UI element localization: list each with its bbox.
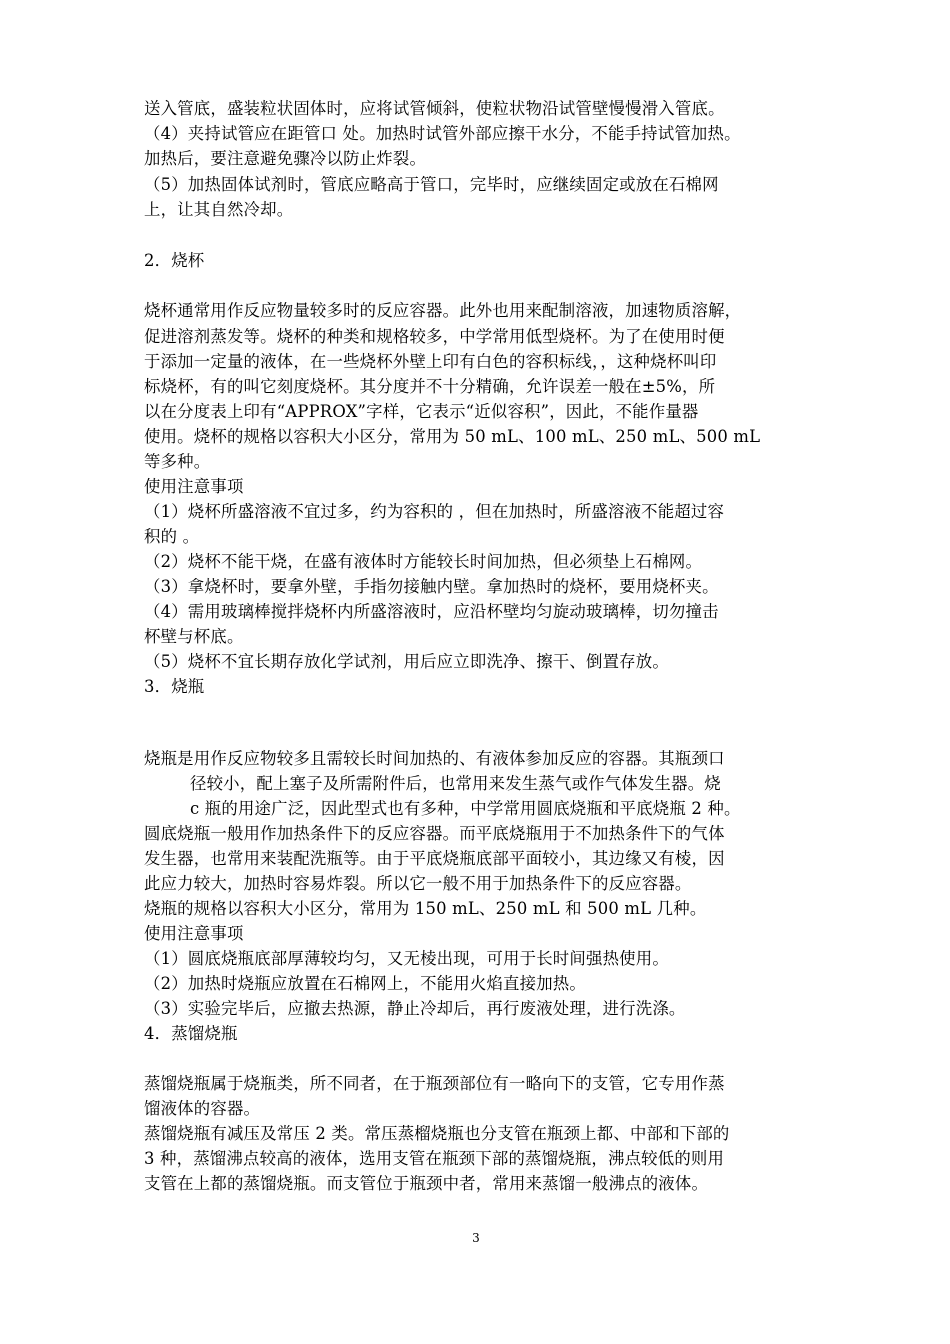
text-line: 标烧杯，有的叫它刻度烧杯。其分度并不十分精确，允许误差一般在±5%，所 — [144, 377, 716, 396]
text-line: 加热后，要注意避免骤冷以防止炸裂。 — [144, 149, 427, 168]
section-heading: 3．烧瓶 — [144, 677, 205, 696]
text-line: （4）需用玻璃棒搅拌烧杯内所盛溶液时，应沿杯壁均匀旋动玻璃棒，切勿撞击 — [144, 602, 719, 621]
text-line: 烧瓶的规格以容积大小区分，常用为 150 mL、250 mL 和 500 mL 几种。 — [144, 899, 707, 918]
text-line: 等多种。 — [144, 452, 211, 471]
text-line: 发生器，也常用来装配洗瓶等。由于平底烧瓶底部平面较小，其边缘又有棱，因 — [144, 849, 725, 868]
text-line: c 瓶的用途广泛，因此型式也有多种，中学常用圆底烧瓶和平底烧瓶 2 种。 — [190, 799, 741, 818]
subheading: 使用注意事项 — [144, 924, 244, 943]
text-line: 馏液体的容器。 — [144, 1099, 261, 1118]
section-heading: 4．蒸馏烧瓶 — [144, 1024, 238, 1043]
subheading: 使用注意事项 — [144, 477, 244, 496]
text-line: （4）夹持试管应在距管口 处。加热时试管外部应擦干水分，不能手持试管加热。 — [144, 124, 741, 143]
text-line: （3）拿烧杯时，要拿外壁，手指勿接触内壁。拿加热时的烧杯，要用烧杯夹。 — [144, 577, 719, 596]
text-line: 蒸馏烧瓶属于烧瓶类，所不同者，在于瓶颈部位有一略向下的支管，它专用作蒸 — [144, 1074, 725, 1093]
text-line: （3）实验完毕后，应撤去热源，静止冷却后，再行废液处理，进行洗涤。 — [144, 999, 686, 1018]
text-line: 促进溶剂蒸发等。烧杯的种类和规格较多，中学常用低型烧杯。为了在使用时便 — [144, 327, 725, 346]
text-line: 蒸馏烧瓶有减压及常压 2 类。常压蒸榴烧瓶也分支管在瓶颈上都、中部和下部的 — [144, 1124, 730, 1143]
text-line: （5）加热固体试剂时，管底应略高于管口，完毕时，应继续固定或放在石棉网 — [144, 175, 719, 194]
text-line: （2）加热时烧瓶应放置在石棉网上，不能用火焰直接加热。 — [144, 974, 586, 993]
text-line: 以在分度表上印有“APPROX”字样，它表示“近似容积”，因此，不能作量器 — [144, 402, 699, 421]
text-line: 使用。烧杯的规格以容积大小区分，常用为 50 mL、100 mL、250 mL、500 mL — [144, 427, 761, 446]
text-line: 圆底烧瓶一般用作加热条件下的反应容器。而平底烧瓶用于不加热条件下的气体 — [144, 824, 725, 843]
text-line: （1）烧杯所盛溶液不宜过多，约为容积的 ，但在加热时，所盛溶液不能超过容 — [144, 502, 725, 521]
text-line: （5）烧杯不宜长期存放化学试剂，用后应立即洗净、擦干、倒置存放。 — [144, 652, 669, 671]
section-heading: 2．烧杯 — [144, 251, 205, 270]
text-line: 上，让其自然冷却。 — [144, 200, 294, 219]
text-line: 于添加一定量的液体，在一些烧杯外壁上印有白色的容积标线，，这种烧杯叫印 — [144, 352, 717, 371]
text-line: 支管在上都的蒸馏烧瓶。而支管位于瓶颈中者，常用来蒸馏一般沸点的液体。 — [144, 1174, 709, 1193]
text-line: 径较小，配上塞子及所需附件后，也常用来发生蒸气或作气体发生器。烧 — [190, 774, 721, 793]
text-line: 烧瓶是用作反应物较多且需较长时间加热的、有液体参加反应的容器。其瓶颈口 — [144, 749, 725, 768]
text-line: （1）圆底烧瓶底部厚薄较均匀，又无棱出现，可用于长时间强热使用。 — [144, 949, 669, 968]
text-line: 此应力较大，加热时容易炸裂。所以它一般不用于加热条件下的反应容器。 — [144, 874, 692, 893]
text-line: 杯壁与杯底。 — [144, 627, 244, 646]
text-line: 送入管底，盛装粒状固体时，应将试管倾斜，使粒状物沿试管壁慢慢滑入管底。 — [144, 99, 725, 118]
text-line: 3 种，蒸馏沸点较高的液体，选用支管在瓶颈下部的蒸馏烧瓶，沸点较低的则用 — [144, 1149, 725, 1168]
text-line: 烧杯通常用作反应物量较多时的反应容器。此外也用来配制溶液，加速物质溶解， — [144, 301, 742, 320]
page-number: 3 — [472, 1231, 480, 1245]
text-line: 积的 。 — [144, 527, 200, 546]
text-line: （2）烧杯不能干烧，在盛有液体时方能较长时间加热，但必须垫上石棉网。 — [144, 552, 703, 571]
